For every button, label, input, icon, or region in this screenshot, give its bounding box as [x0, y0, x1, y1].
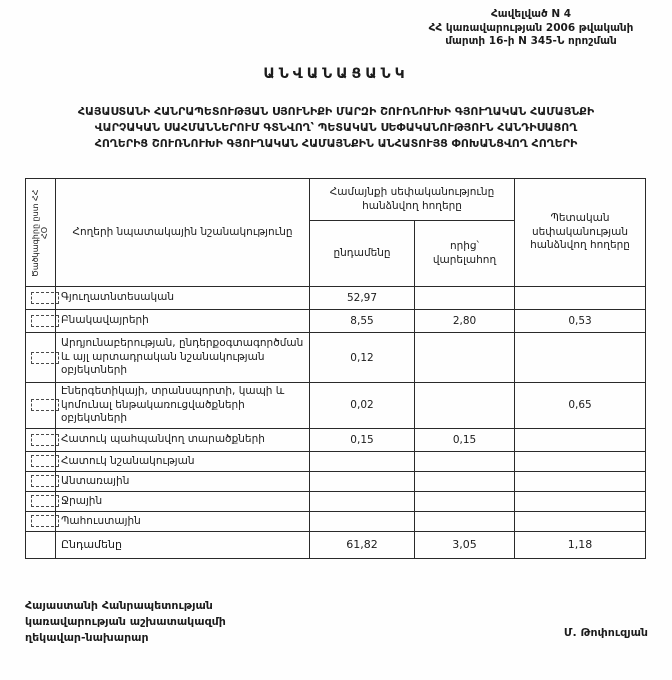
- land-category-label: Պահուստային: [56, 511, 310, 531]
- total-value: 52,97: [310, 287, 415, 310]
- table-header-row-top: [26, 179, 646, 221]
- land-category-label: Գյուղատնտեսական: [56, 287, 310, 310]
- code-box: [31, 292, 59, 304]
- signatory-line-2: կառավարության աշխատակազմի: [25, 614, 226, 628]
- state-value: [515, 511, 646, 531]
- total-label: Ընդամենը: [56, 531, 310, 558]
- arable-value: [415, 491, 515, 511]
- code-cell: [26, 491, 56, 511]
- code-cell: [26, 511, 56, 531]
- table-row-protected-areas: [26, 428, 646, 451]
- state-value: [515, 333, 646, 383]
- total-value: [310, 451, 415, 471]
- subtitle-line-3: ՀՈՂԵՐԻՑ ՇՈՒՌՆՈՒԽԻ ԳՅՈՒՂԱԿԱՆ ՀԱՄԱՅՆՔԻՆ ԱՆՀԱՏՈՒՅՑ ՓՈԽԱՆՑՎՈՂ ՀՈՂԵՐԻ: [94, 136, 578, 150]
- subtitle-line-1: ՀԱՅԱՍՏԱՆԻ ՀԱՆՐԱՊԵՏՈՒԹՅԱՆ ՍՅՈՒՆԻՔԻ ՄԱՐԶԻ ՇՈՒՌՆՈՒԽԻ ԳՅՈՒՂԱԿԱՆ ՀԱՄԱՅՆՔԻ: [77, 105, 595, 118]
- page-title: ԱՆՎԱՆԱՑԱՆԿ: [263, 66, 409, 82]
- table-row-agricultural: [26, 287, 646, 310]
- arable-value: [415, 287, 515, 310]
- appendix-line-1: Հավելված N 4: [490, 8, 572, 20]
- arable-value: [415, 383, 515, 429]
- code-cell: [26, 451, 56, 471]
- header-state-column: Պետական սեփականության հանձնվող հողերը: [515, 179, 646, 287]
- land-category-label: Բնակավայրերի: [56, 310, 310, 333]
- land-category-label: Հատուկ նշանակության: [56, 451, 310, 471]
- signatory-line-1: Հայաստանի Հանրապետության: [25, 599, 213, 612]
- code-box: [31, 352, 59, 364]
- header-purpose-column: Հողերի նպատակային նշանակությունը: [56, 179, 310, 287]
- arable-sum-value: 3,05: [415, 531, 515, 558]
- code-box: [31, 495, 59, 507]
- appendix-reference: [398, 8, 664, 49]
- land-category-label: Հատուկ պահպանվող տարածքների: [56, 428, 310, 451]
- total-value: 8,55: [310, 310, 415, 333]
- state-value: [515, 471, 646, 491]
- land-transfer-table: [25, 178, 646, 559]
- code-cell: [26, 310, 56, 333]
- subtitle-line-2: ՎԱՐՉԱԿԱՆ ՍԱՀՄԱՆՆԵՐՈՒՄ ԳՏՆՎՈՂ՝ ՊԵՏԱԿԱՆ ՍԵՓԱԿԱՆՈՒԹՅՈՒՆ ՀԱՆԴԻՍԱՑՈՂ: [94, 120, 578, 134]
- code-box: [31, 315, 59, 327]
- state-value: [515, 287, 646, 310]
- code-box: [31, 399, 59, 411]
- header-code-label: Ծածկագիրը ըստ ՀՀ ՀՕ: [30, 188, 49, 277]
- header-arable-subcolumn: որից՝ վարելահող: [415, 221, 515, 287]
- land-category-label: Անտառային: [56, 471, 310, 491]
- table-row-special-purpose: [26, 451, 646, 471]
- code-cell: [26, 428, 56, 451]
- total-value: 0,12: [310, 333, 415, 383]
- land-category-label: Արդյունաբերության, ընդերքօգտագործման և այլ արտադրական նշանակության օբյեկտների: [56, 333, 310, 383]
- code-cell: [26, 333, 56, 383]
- table-row-water: [26, 491, 646, 511]
- appendix-line-2: ՀՀ կառավարության 2006 թվականի: [428, 21, 634, 34]
- code-cell: [26, 287, 56, 310]
- signatory-title-block: [25, 598, 226, 646]
- state-value: 0,53: [515, 310, 646, 333]
- code-box: [31, 434, 59, 446]
- table-row-residential: [26, 310, 646, 333]
- code-cell: [26, 383, 56, 429]
- state-sum-value: 1,18: [515, 531, 646, 558]
- total-value: [310, 511, 415, 531]
- code-cell-empty: [26, 531, 56, 558]
- signatory-line-3: ղեկավար-նախարար: [25, 630, 149, 644]
- table-row-forest: [26, 471, 646, 491]
- code-box: [31, 455, 59, 467]
- arable-value: [415, 451, 515, 471]
- code-box: [31, 475, 59, 487]
- state-value: 0,65: [515, 383, 646, 429]
- land-category-label: Էներգետիկայի, տրանսպորտի, կապի և կոմունալ ենթակառուցվածքների օբյեկտների: [56, 383, 310, 429]
- table-row-reserve: [26, 511, 646, 531]
- arable-value: 2,80: [415, 310, 515, 333]
- header-total-subcolumn: ընդամենը: [310, 221, 415, 287]
- code-box: [31, 515, 59, 527]
- state-value: [515, 491, 646, 511]
- header-code-column: [26, 179, 56, 287]
- total-sum-value: 61,82: [310, 531, 415, 558]
- code-cell: [26, 471, 56, 491]
- land-category-label: Ջրային: [56, 491, 310, 511]
- table-row-industrial: [26, 333, 646, 383]
- total-value: 0,02: [310, 383, 415, 429]
- appendix-line-3: մարտի 16-ի N 345-Ն որոշման: [445, 35, 617, 48]
- arable-value: [415, 333, 515, 383]
- state-value: [515, 428, 646, 451]
- arable-value: [415, 471, 515, 491]
- header-community-group: Համայնքի սեփականությունը հանձնվող հողերը: [310, 179, 515, 221]
- total-value: [310, 471, 415, 491]
- total-value: 0,15: [310, 428, 415, 451]
- state-value: [515, 451, 646, 471]
- table-row-energy-transport: [26, 383, 646, 429]
- table-row-total: [26, 531, 646, 558]
- total-value: [310, 491, 415, 511]
- signatory-name: Մ. Թոփուզյան: [563, 626, 648, 639]
- arable-value: [415, 511, 515, 531]
- arable-value: 0,15: [415, 428, 515, 451]
- document-subtitle: [8, 104, 664, 152]
